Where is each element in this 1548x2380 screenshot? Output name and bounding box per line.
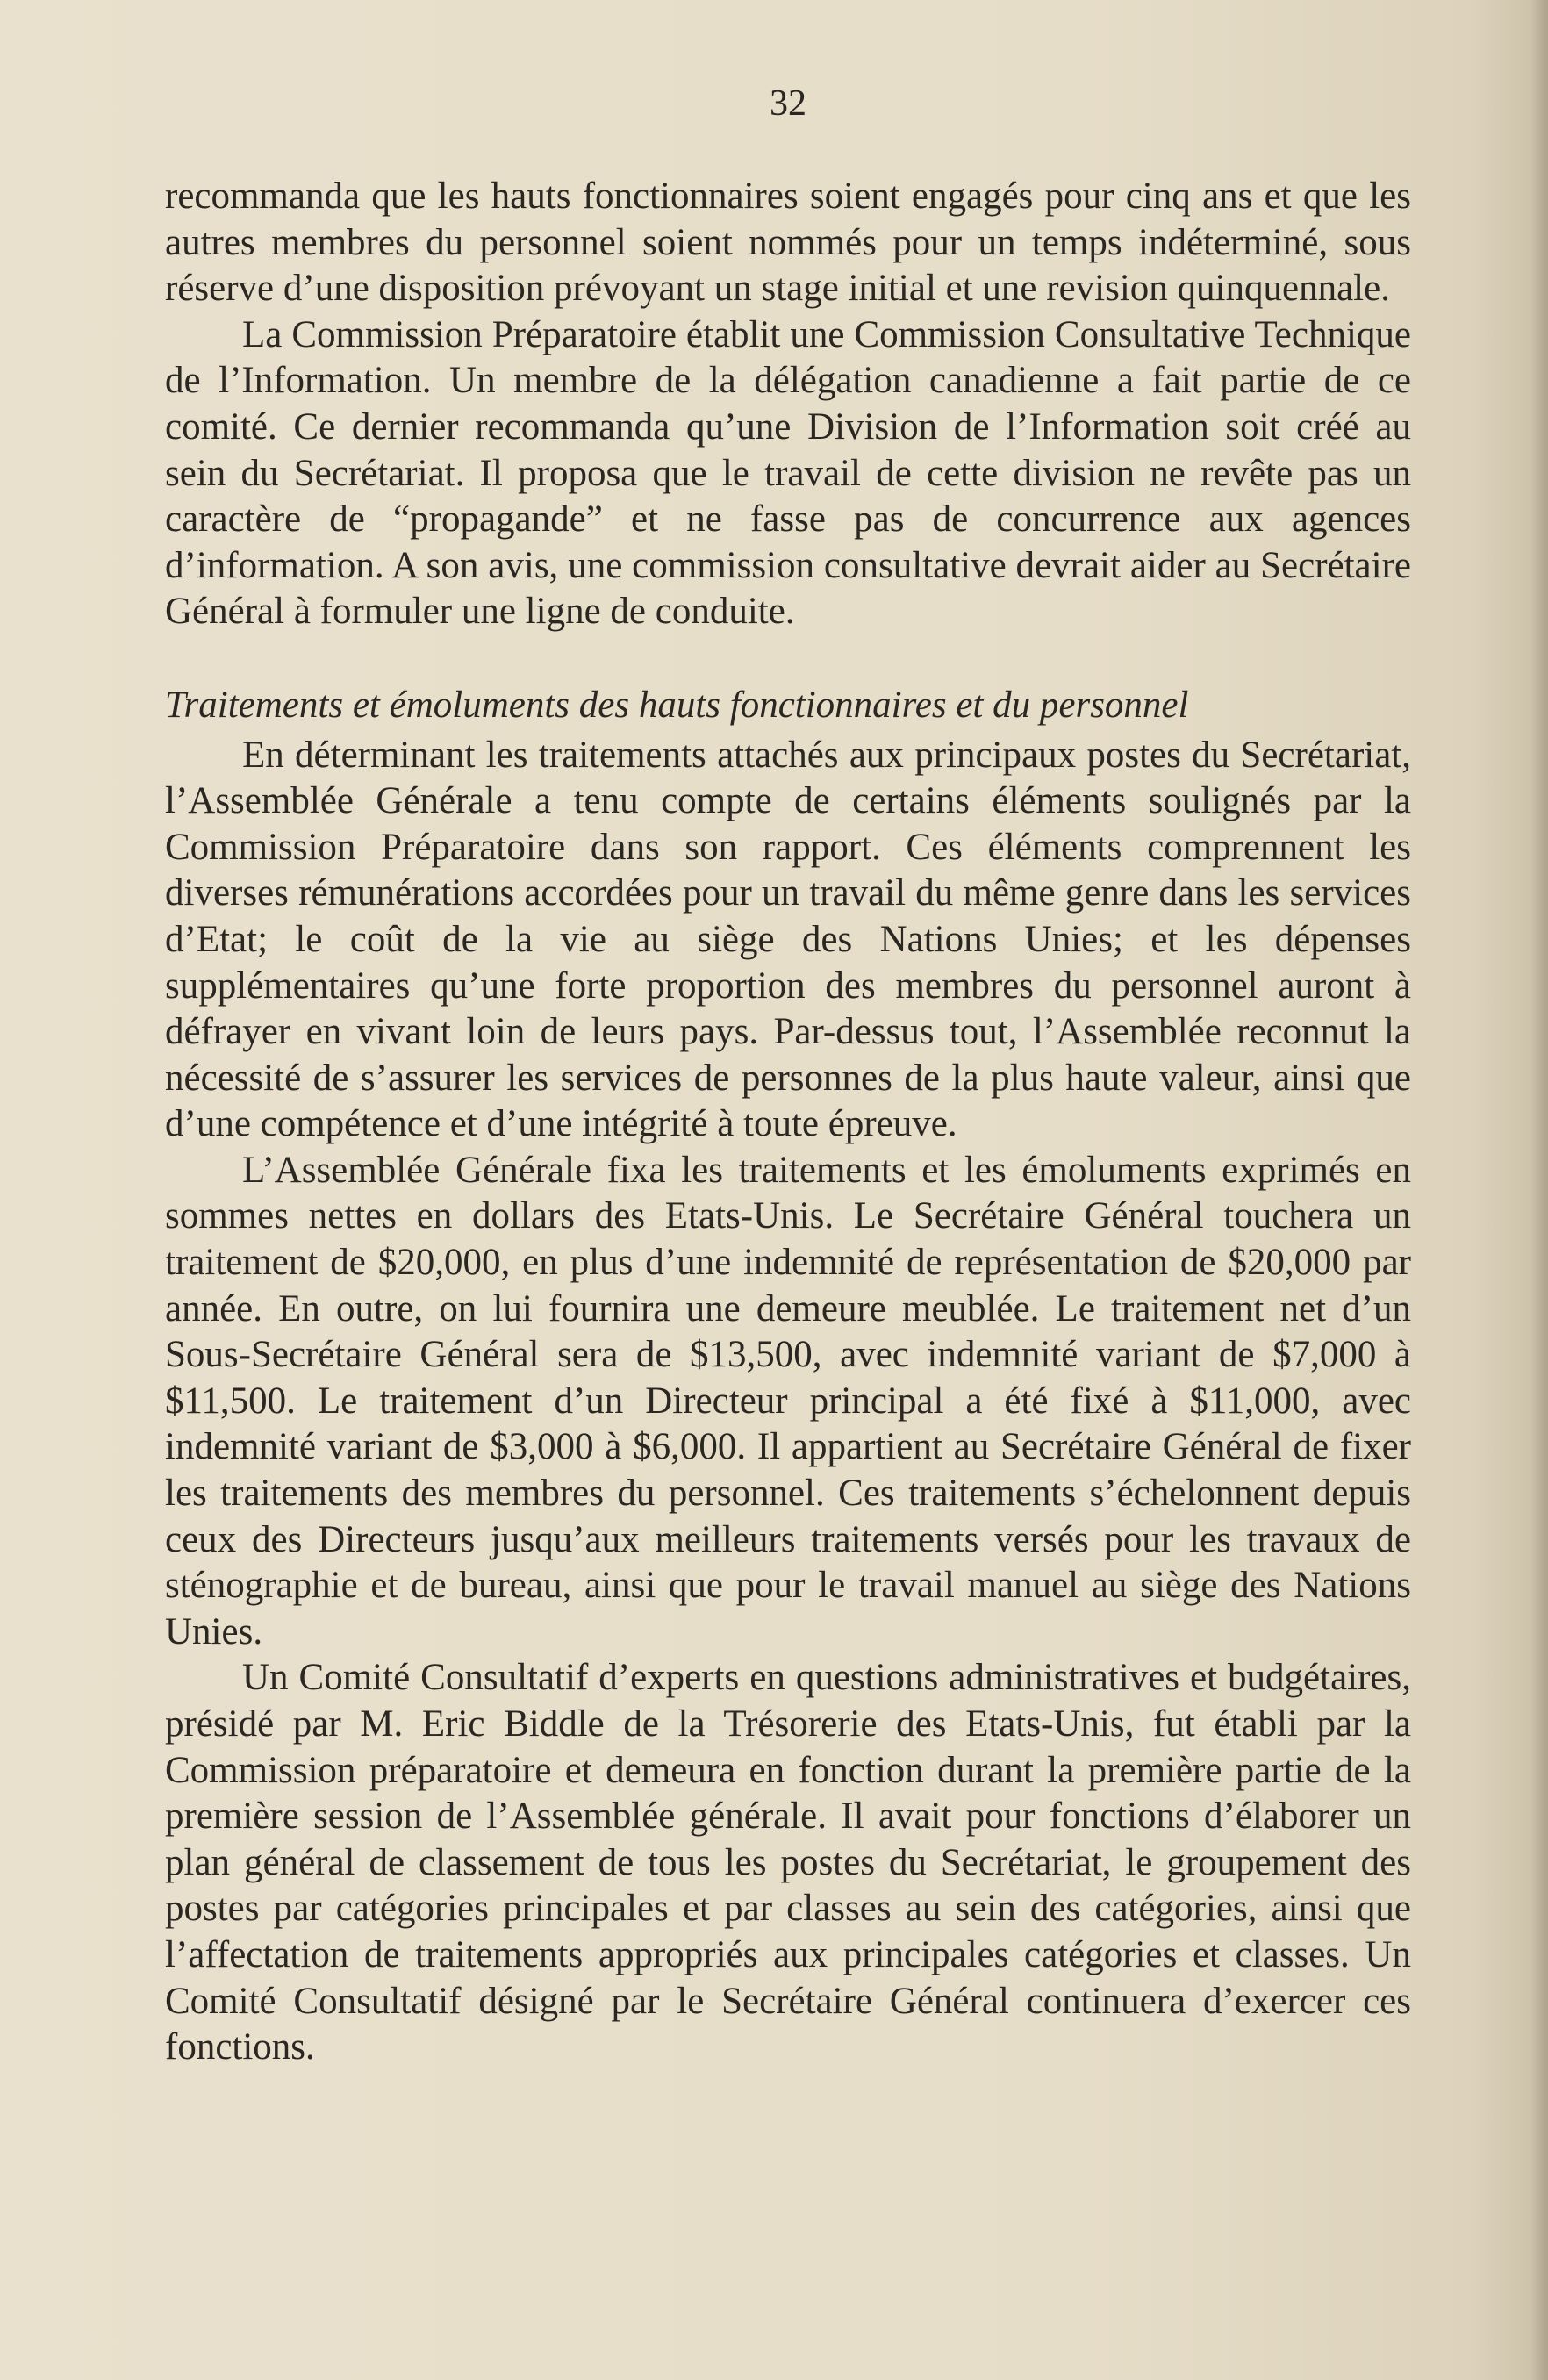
- paragraph-continued: recommanda que les hauts fonctionnaires soient engagés pour cinq ans et que les autres membres du personnel soient nommés pour un temps indéterminé, sous réserve d’une disposition prévoyant un stage initial et une revision quinquennale.: [165, 176, 1411, 310]
- paragraph-advisory-committee: Un Comité Consultatif d’experts en questions administratives et budgétaires, présidé par M. Eric Biddle de la Trésorerie des Etats-Unis, fut établi par la Commission préparatoire et demeura en fonction durant la première partie de la première session de l’Assemblée générale. Il avait pour fonctions d’élaborer un plan général de classement de tous les postes du Secrétariat, le groupement des postes par catégories principales et par classes au sein des catégories, ainsi que l’affectation de traitements appropriés aux principales catégories et classes. Un Comité Consultatif désigné par le Secrétaire Général continuera d’exercer ces fonctions.: [165, 1657, 1411, 2068]
- page-number: 32: [770, 83, 806, 124]
- page-content: [165, 72, 1411, 2071]
- section-heading: Traitements et émoluments des hauts fonctionnaires et du personnel: [165, 684, 1189, 726]
- page-edge-shadow: [1530, 0, 1548, 2380]
- paragraph-salary-factors: En déterminant les traitements attachés aux principaux postes du Secrétariat, l’Assemblée Générale a tenu compte de certains éléments soulignés par la Commission Préparatoire dans son rapport. Ces éléments comprennent les diverses rémunérations accordées pour un travail du même genre dans les services d’Etat; le coût de la vie au siège des Nations Unies; et les dépenses supplémentaires qu’une forte proportion des membres du personnel auront à défrayer en vivant loin de leurs pays. Par-dessus tout, l’Assemblée reconnut la nécessité de s’assurer les services de personnes de la plus haute valeur, ainsi que d’une compétence et d’une intégrité à toute épreuve.: [165, 734, 1411, 1145]
- paragraph-information-commission: La Commission Préparatoire établit une Commission Consultative Technique de l’Information. Un membre de la délégation canadienne a fait partie de ce comité. Ce dernier recommanda qu’une Division de l’Information soit créé au sein du Secrétariat. Il proposa que le travail de cette division ne revête pas un caractère de “propagande” et ne fasse pas de concurrence aux agences d’information. A son avis, une commission consultative devrait aider au Secrétaire Général à formuler une ligne de conduite.: [165, 313, 1411, 633]
- paragraph-salary-amounts: L’Assemblée Générale fixa les traitements et les émoluments exprimés en sommes nettes en dollars des Etats-Unis. Le Secrétaire Général touchera un traitement de $20,000, en plus d’une indemnité de représentation de $20,000 par année. En outre, on lui fournira une demeure meublée. Le traitement net d’un Sous-Secrétaire Général sera de $13,500, avec indemnité variant de $7,000 à $11,500. Le traitement d’un Directeur principal a été fixé à $11,000, avec indemnité variant de $3,000 à $6,000. Il appartient au Secrétaire Général de fixer les traitements des membres du personnel. Ces traitements s’échelonnent depuis ceux des Directeurs jusqu’aux meilleurs traitements versés pour les travaux de sténographie et de bureau, ainsi que pour le travail manuel au siège des Nations Unies.: [165, 1149, 1411, 1652]
